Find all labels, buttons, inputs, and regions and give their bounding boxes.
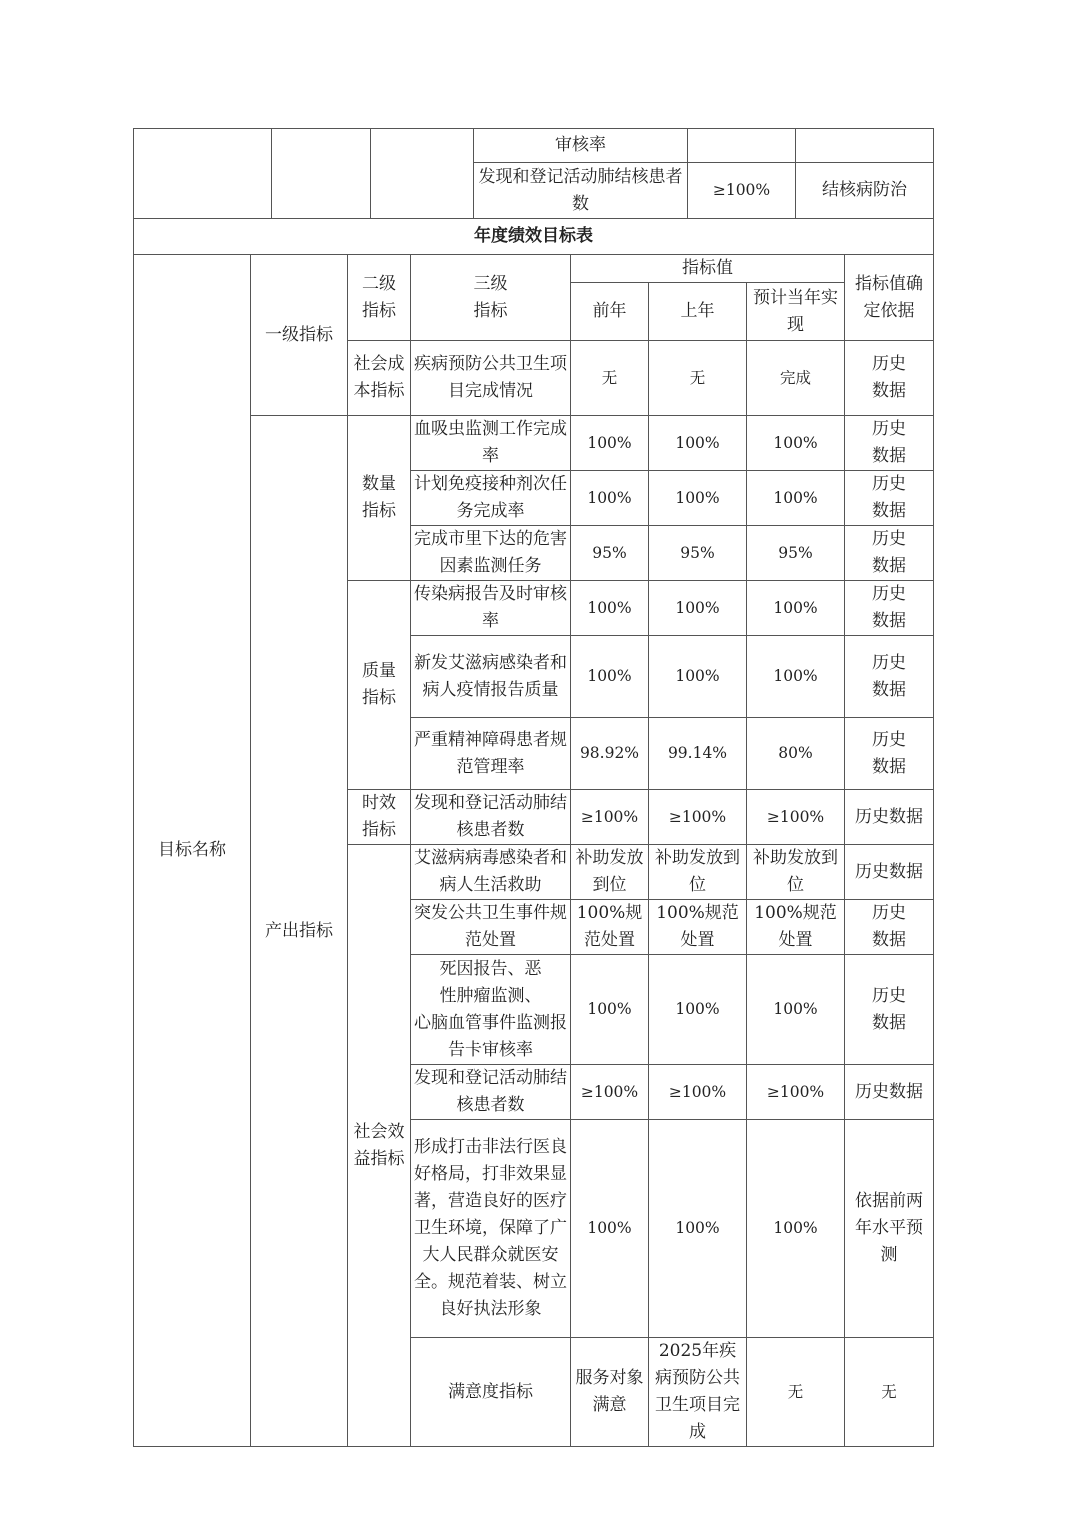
table-row-indicator: 新发艾滋病感染者和病人疫情报告质量 [411,636,571,718]
basis-cell [796,129,934,163]
level2-social-benefit: 社会效益指标 [348,845,411,1447]
level2-quantity: 数量 指标 [348,416,411,581]
level3-header: 三级 指标 [411,255,571,341]
table-row-current: ≥100% [747,1065,845,1120]
table-row-prev: 100%规范处置 [571,900,649,955]
table-row-indicator: 严重精神障碍患者规范管理率 [411,718,571,790]
table-row-current: 100% [747,581,845,636]
table-row-indicator: 血吸虫监测工作完成率 [411,416,571,471]
table-row-last: 100%规范处置 [649,900,747,955]
table-row-last: 无 [649,341,747,416]
table-row-prev: 100% [571,955,649,1065]
empty-cell [134,129,272,219]
last-year-header: 上年 [649,283,747,341]
table-row-indicator: 发现和登记活动肺结核患者数 [411,790,571,845]
table-row-indicator: 2025年疾病预防公共卫生项目完成 [649,1338,747,1447]
table-row-indicator: 完成市里下达的危害因素监测任务 [411,526,571,581]
table-row-indicator: 形成打击非法行医良好格局，打非效果显著，营造良好的医疗卫生环境，保障了广大人民群众就医安全。规范着装、树立良好执法形象 [411,1120,571,1338]
level1-satisfaction: 满意度指标 [411,1338,571,1447]
table-row-prev: 98.92% [571,718,649,790]
table-row-last: 95% [649,526,747,581]
table-row-last: 100% [649,1120,747,1338]
current-year-header: 预计当年实现 [747,283,845,341]
table-row-current: 100%规范处置 [747,900,845,955]
basis-cell: 结核病防治 [796,163,934,219]
performance-target-table [133,254,934,1447]
basis-header: 指标值确定依据 [845,255,934,341]
table-row-basis: 历史 数据 [845,900,934,955]
section-title: 年度绩效目标表 [134,219,934,255]
table-row-last: 100% [649,955,747,1065]
table-row-current: 100% [747,955,845,1065]
target-name-cell: 目标名称 [134,255,251,1447]
table-row-last: 100% [649,581,747,636]
table-row-indicator: 计划免疫接种剂次任务完成率 [411,471,571,526]
table-row-current: 100% [747,416,845,471]
table-row-last: 100% [649,636,747,718]
table-row-basis: 历史数据 [845,790,934,845]
indicator-cell: 发现和登记活动肺结核患者数 [474,163,688,219]
prev-year-header: 前年 [571,283,649,341]
table-row-last: 无 [845,1338,934,1447]
table-row-prev: 100% [571,416,649,471]
table-row-current: 补助发放到位 [747,845,845,900]
table-row-basis: 历史 数据 [845,636,934,718]
table-row-indicator: 发现和登记活动肺结核患者数 [411,1065,571,1120]
table-row-prev: 补助发放到位 [571,845,649,900]
table-row-basis: 历史 数据 [845,581,934,636]
table-row-basis: 历史 数据 [845,526,934,581]
empty-cell [371,129,474,219]
table-row-current: 100% [747,636,845,718]
level2-timeliness: 时效 指标 [348,790,411,845]
table-row-indicator: 突发公共卫生事件规范处置 [411,900,571,955]
table-row-basis: 历史数据 [845,1065,934,1120]
table-row-last: 99.14% [649,718,747,790]
table-row-current: 100% [747,471,845,526]
table-row-prev: 无 [571,341,649,416]
indicator-cell: 审核率 [474,129,688,163]
level2-service-satisfaction: 服务对象满意 [571,1338,649,1447]
empty-cell [272,129,371,219]
table-row-current: 完成 [747,341,845,416]
table-row-indicator: 死因报告、恶 性肿瘤监测、 心脑血管事件监测报告卡审核率 [411,955,571,1065]
level1-header: 一级指标 [251,255,348,416]
previous-table-fragment [133,128,934,255]
table-row-current: 100% [747,1120,845,1338]
table-row-last: ≥100% [649,790,747,845]
table-row-prev: ≥100% [571,790,649,845]
table-row-indicator: 艾滋病病毒感染者和病人生活救助 [411,845,571,900]
table-row-last: 补助发放到位 [649,845,747,900]
table-row-basis: 历史 数据 [845,718,934,790]
table-row-prev: 100% [571,636,649,718]
level2-header: 二级 指标 [348,255,411,341]
table-row-prev: 100% [571,471,649,526]
table-row-last: 100% [649,416,747,471]
table-row-current: 80% [747,718,845,790]
table-row-basis: 历史 数据 [845,341,934,416]
value-cell [688,129,796,163]
table-row-last: 100% [649,471,747,526]
table-row-prev: 95% [571,526,649,581]
level2-social-cost: 社会成本指标 [348,341,411,416]
table-row-prev: ≥100% [571,1065,649,1120]
table-row-last: ≥100% [649,1065,747,1120]
level1-output: 产出指标 [251,416,348,1447]
table-row-prev: 100% [571,1120,649,1338]
table-row-basis: 历史 数据 [845,955,934,1065]
table-row-basis: 依据前两年水平预测 [845,1120,934,1338]
table-row-basis: 历史数据 [845,845,934,900]
table-row-indicator: 传染病报告及时审核率 [411,581,571,636]
table-row-basis: 历史 数据 [845,416,934,471]
value-cell: ≥100% [688,163,796,219]
table-row-basis: 历史 数据 [845,471,934,526]
indicator-value-header: 指标值 [571,255,845,283]
table-row-prev: 100% [571,581,649,636]
table-row-current: ≥100% [747,790,845,845]
table-row-indicator: 疾病预防公共卫生项目完成情况 [411,341,571,416]
table-row-current: 95% [747,526,845,581]
table-row-prev: 无 [747,1338,845,1447]
level2-quality: 质量 指标 [348,581,411,790]
